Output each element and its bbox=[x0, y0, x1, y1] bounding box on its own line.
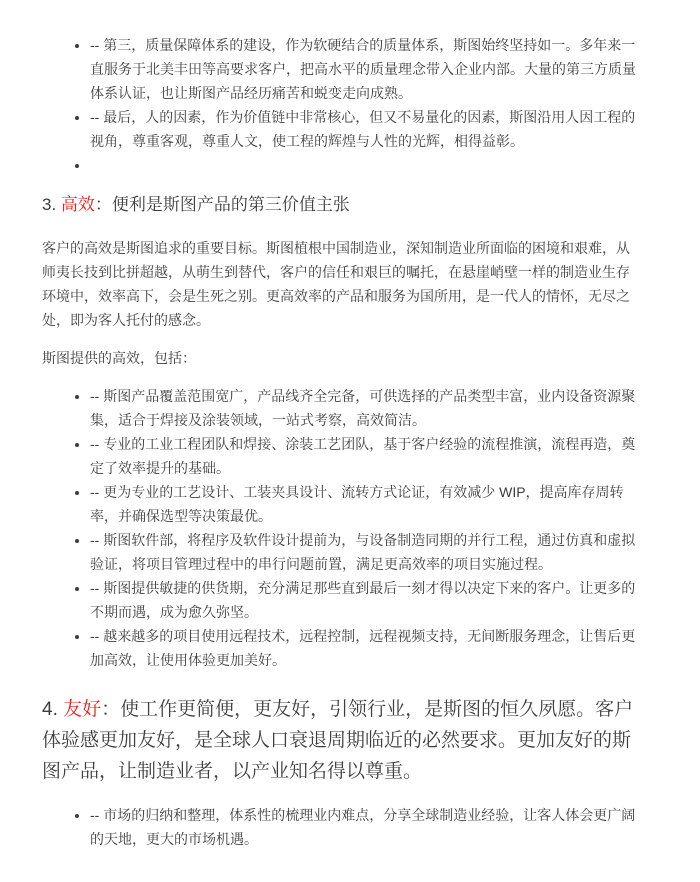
carryover-bullet-list bbox=[42, 33, 642, 177]
list-item: • -- 斯图软件部，将程序及软件设计提前为，与设备制造同期的并行工程，通过仿真和虚拟验证，将项目管理过程中的串行问题前置，满足更高效率的项目实施过程。 bbox=[90, 528, 642, 576]
section-4-title-text: ：使工作更简便，更友好，引领行业，是斯图的恒久夙愿。客户体验感更加友好，是全球人口衰退周期临近的必然要求。更加友好的斯图产品，让制造业者，以产业知名得以尊重。 bbox=[42, 699, 634, 782]
section-3-list-lead-in: 斯图提供的高效，包括： bbox=[42, 350, 196, 366]
section-3-intro-paragraph: 客户的高效是斯图追求的重要目标。斯图植根中国制造业，深知制造业所面临的困境和艰难，从师夷长技到比拼超越，从萌生到替代，客户的信任和艰巨的嘱托，在悬崖峭壁一样的制造业生存环境中，效率高下，会是生死之别。更高效率的产品和服务为国所用，是一代人的情怀，无尽之处，即为客人托付的感念。 bbox=[42, 240, 630, 328]
list-item: • -- 最后，人的因素，作为价值链中非常核心，但又不易量化的因素，斯图沿用人因工程的视角，尊重客观，尊重人文，使工程的辉煌与人性的光辉，相得益彰。 bbox=[90, 105, 642, 153]
list-item: • -- 专业的工业工程团队和焊接、涂装工艺团队，基于客户经验的流程推演，流程再造，奠定了效率提升的基础。 bbox=[90, 432, 642, 480]
section-4-keyword-highlight: 友好 bbox=[63, 699, 102, 720]
list-item-empty bbox=[90, 153, 642, 177]
list-item: • -- 斯图提供敏捷的供货期，充分满足那些直到最后一刻才得以决定下来的客户。让更多的不期而遇，成为愈久弥坚。 bbox=[90, 576, 642, 624]
section-3-number: 3. bbox=[42, 195, 61, 214]
section-3-keyword-highlight: 高效 bbox=[60, 195, 95, 214]
list-item: • -- 越来越多的项目使用远程技术，远程控制，远程视频支持，无间断服务理念，让售后更加高效，让使用体验更加美好。 bbox=[90, 624, 642, 672]
section-3-bullet-list bbox=[42, 384, 642, 672]
section-3-title-text: ：便利是斯图产品的第三价值主张 bbox=[94, 195, 350, 214]
list-item: • -- 市场的归纳和整理，体系性的梳理业内难点，分享全球制造业经验，让客人体会更广阔的天地，更大的市场机遇。 bbox=[90, 803, 642, 851]
section-3-heading bbox=[42, 191, 642, 218]
list-item: • -- 更为专业的工艺设计、工装夹具设计、流转方式论证，有效减少 WIP，提高库存周转率，并确保选型等决策最优。 bbox=[90, 480, 642, 528]
section-4-heading bbox=[42, 694, 642, 787]
list-item: • -- 斯图产品覆盖范围宽广，产品线齐全完备，可供选择的产品类型丰富，业内设备资源聚集，适合于焊接及涂装领域，一站式考察，高效简洁。 bbox=[90, 384, 642, 432]
section-4-bullet-list bbox=[42, 803, 642, 851]
section-4-number: 4. bbox=[42, 699, 64, 720]
list-item: • -- 第三，质量保障体系的建设，作为软硬结合的质量体系，斯图始终坚持如一。多年来一直服务于北美丰田等高要求客户，把高水平的质量理念带入企业内部。大量的第三方质量体系认证，也让斯图产品经历痛苦和蜕变走向成熟。 bbox=[90, 33, 642, 105]
